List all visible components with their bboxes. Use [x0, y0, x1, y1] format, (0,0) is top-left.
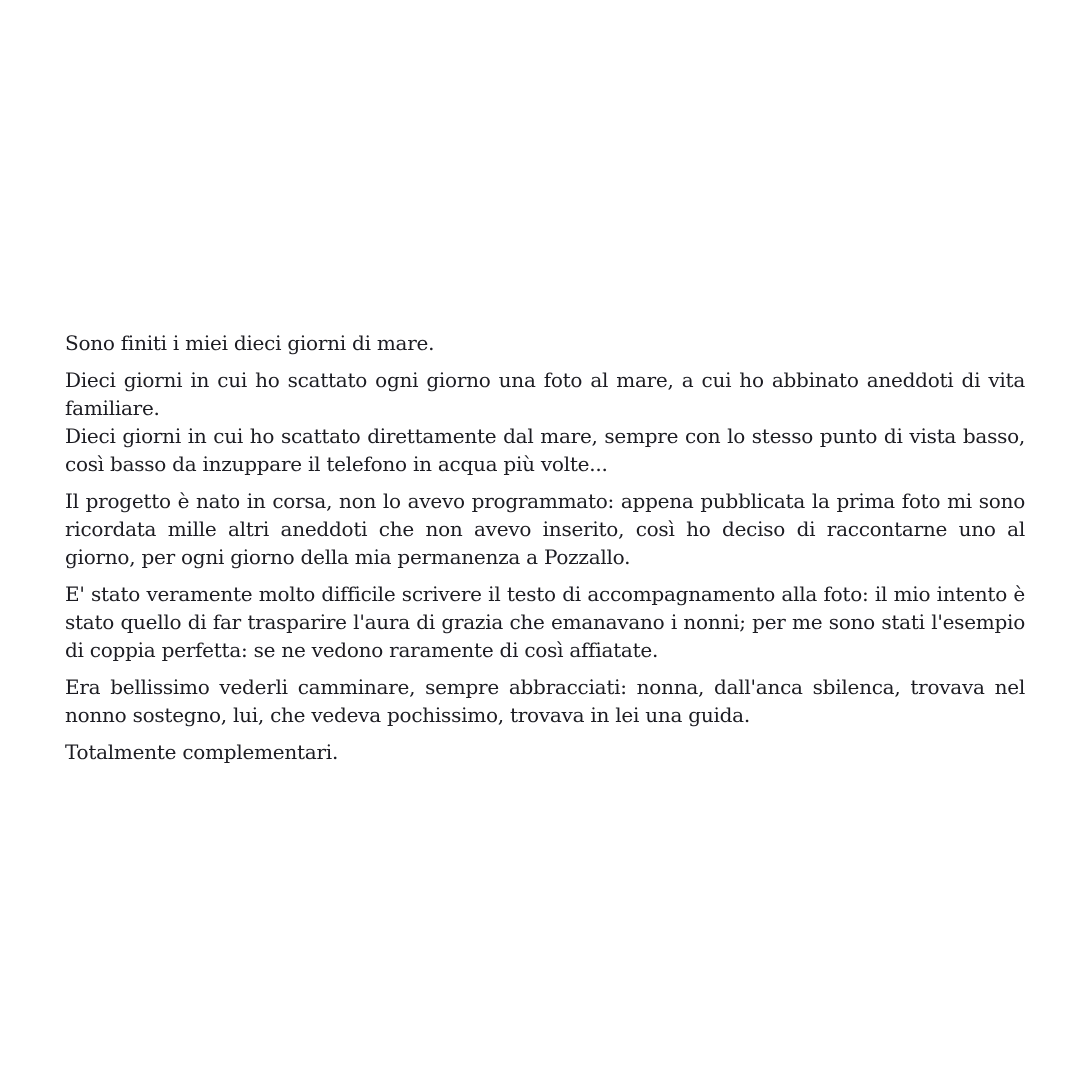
- document-body: [65, 329, 1025, 775]
- paragraph-1: [65, 329, 1025, 357]
- paragraph-5: [65, 673, 1025, 729]
- paragraph-3: [65, 487, 1025, 571]
- paragraph-line: Dieci giorni in cui ho scattato ogni giorno una foto al mare, a cui ho abbinato aneddoti di vita familiare.: [65, 368, 1025, 420]
- paragraph-2: [65, 366, 1025, 478]
- paragraph-line: Totalmente complementari.: [65, 740, 339, 764]
- paragraph-line: Era bellissimo vederli camminare, sempre abbracciati: nonna, dall'anca sbilenca, trovava nel nonno sostegno, lui, che vedeva pochissimo, trovava in lei una guida.: [65, 675, 1025, 727]
- paragraph-line: Sono finiti i miei dieci giorni di mare.: [65, 331, 435, 355]
- paragraph-line: Dieci giorni in cui ho scattato direttamente dal mare, sempre con lo stesso punto di vista basso, così basso da inzuppare il telefono in acqua più volte...: [65, 424, 1025, 476]
- paragraph-6: [65, 738, 1025, 766]
- paragraph-4: [65, 580, 1025, 664]
- paragraph-line: E' stato veramente molto difficile scrivere il testo di accompagnamento alla foto: il mio intento è stato quello di far trasparire l'aura di grazia che emanavano i nonni; per me sono stati l'esempio di coppia perfetta: se ne vedono raramente di così affiatate.: [65, 582, 1025, 662]
- paragraph-line: Il progetto è nato in corsa, non lo avevo programmato: appena pubblicata la prima foto mi sono ricordata mille altri aneddoti che non avevo inserito, così ho deciso di raccontarne uno al giorno, per ogni giorno della mia permanenza a Pozzallo.: [65, 489, 1025, 569]
